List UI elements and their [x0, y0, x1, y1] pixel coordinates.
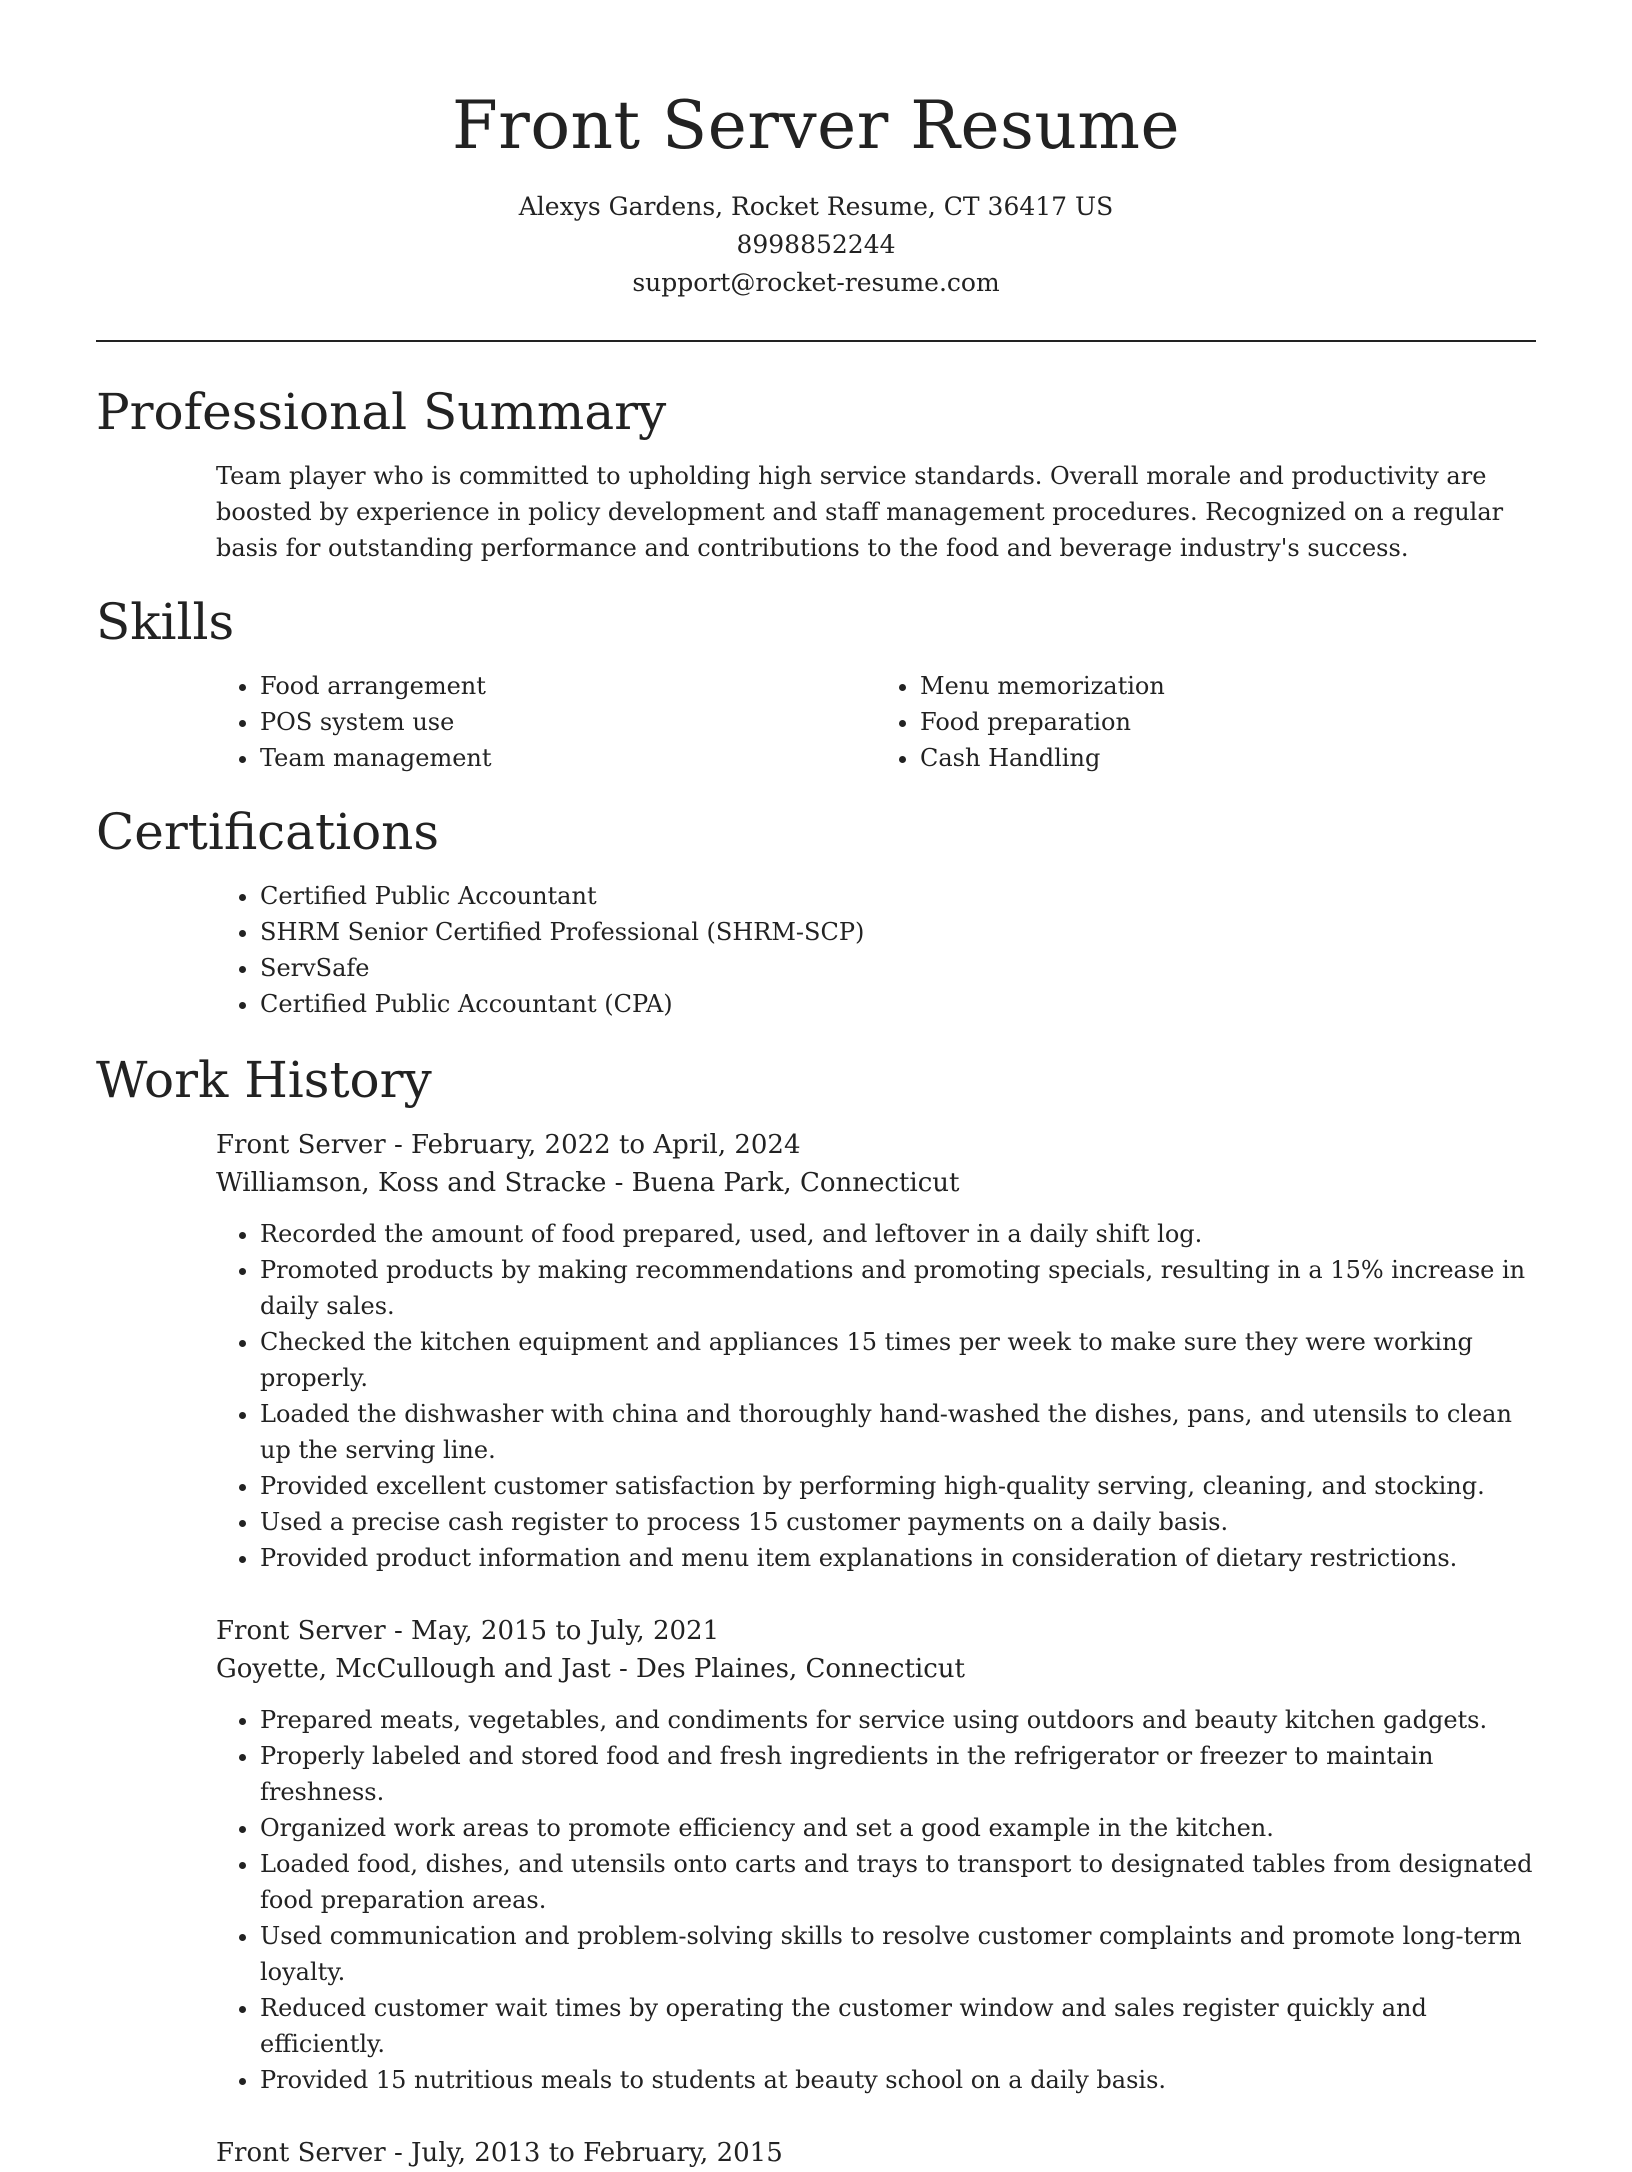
certifications-section: [96, 878, 1536, 1022]
work-history-section: [96, 1126, 1536, 2172]
job-duty: • Provided product information and menu item explanations in consideration of dietary restrictions.: [260, 1540, 1536, 1576]
job-duty: • Loaded the dishwasher with china and thoroughly hand-washed the dishes, pans, and utensils to clean up the serving line.: [260, 1396, 1536, 1468]
job-duty: • Prepared meats, vegetables, and condiments for service using outdoors and beauty kitchen gadgets.: [260, 1702, 1536, 1738]
job-duties-list: [216, 1216, 1536, 1576]
job-duties-list: [216, 1702, 1536, 2098]
company-name: Goyette, McCullough and Jast: [216, 1654, 611, 1684]
certification-item: • ServSafe: [260, 950, 1536, 986]
skill-item: • Menu memorization: [920, 668, 1536, 704]
work-history-heading: Work History: [96, 1051, 432, 1109]
job-duty: • Loaded food, dishes, and utensils onto carts and trays to transport to designated tables from designated food preparation areas.: [260, 1846, 1536, 1918]
job-duty: • Properly labeled and stored food and fresh ingredients in the refrigerator or freezer to maintain freshness.: [260, 1738, 1536, 1810]
skill-item: • Cash Handling: [920, 740, 1536, 776]
job-duty: • Organized work areas to promote efficiency and set a good example in the kitchen.: [260, 1810, 1536, 1846]
job-company-line: [216, 1650, 1536, 1688]
job-duty: • Used a precise cash register to process 15 customer payments on a daily basis.: [260, 1504, 1536, 1540]
resume-title: Front Server Resume: [451, 87, 1181, 164]
skills-list-right: [876, 668, 1536, 776]
company-name: Williamson, Koss and Stracke: [216, 1168, 607, 1198]
job-duty: • Reduced customer wait times by operating the customer window and sales register quickly and efficiently.: [260, 1990, 1536, 2062]
job-entry: [216, 1126, 1536, 1576]
skills-section: [96, 668, 1536, 776]
job-title-line: Front Server - July, 2013 to February, 2015: [216, 2138, 783, 2168]
certification-item: • Certified Public Accountant (CPA): [260, 986, 1536, 1022]
job-entry: [216, 1612, 1536, 2098]
skill-item: • Team management: [260, 740, 876, 776]
skill-item: • POS system use: [260, 704, 876, 740]
job-duty: • Provided excellent customer satisfaction by performing high-quality serving, cleaning, and stocking.: [260, 1468, 1536, 1504]
address: Alexys Gardens, Rocket Resume, CT 36417 US: [518, 192, 1114, 221]
skill-item: • Food preparation: [920, 704, 1536, 740]
job-location: - Buena Park, Connecticut: [606, 1168, 960, 1198]
summary-section: [96, 458, 1536, 566]
skill-item: • Food arrangement: [260, 668, 876, 704]
job-duty: • Checked the kitchen equipment and appliances 15 times per week to make sure they were working properly.: [260, 1324, 1536, 1396]
header-divider: [96, 340, 1536, 342]
resume-header: [96, 0, 1536, 302]
job-duty: • Promoted products by making recommendations and promoting specials, resulting in a 15% increase in daily sales.: [260, 1252, 1536, 1324]
job-title-line: Front Server - February, 2022 to April, 2024: [216, 1130, 801, 1160]
certification-item: • Certified Public Accountant: [260, 878, 1536, 914]
certifications-heading: Certifications: [96, 803, 440, 861]
job-duty: • Used communication and problem-solving skills to resolve customer complaints and promote long-term loyalty.: [260, 1918, 1536, 1990]
email: support@rocket-resume.com: [632, 268, 1000, 297]
skills-grid: [216, 668, 1536, 776]
certifications-list: [216, 878, 1536, 1022]
phone: 8998852244: [736, 230, 896, 259]
summary-text: Team player who is committed to upholding high service standards. Overall morale and productivity are boosted by experience in policy development and staff management procedures. Recognized on a regular basis for outstanding performance and contributions to the food and beverage industry's success.: [216, 462, 1504, 562]
job-duty: • Provided 15 nutritious meals to students at beauty school on a daily basis.: [260, 2062, 1536, 2098]
job-duty: • Recorded the amount of food prepared, used, and leftover in a daily shift log.: [260, 1216, 1536, 1252]
job-location: - Des Plaines, Connecticut: [610, 1654, 965, 1684]
job-title-line: Front Server - May, 2015 to July, 2021: [216, 1616, 720, 1646]
skills-list-left: [216, 668, 876, 776]
certification-item: • SHRM Senior Certified Professional (SHRM-SCP): [260, 914, 1536, 950]
skills-heading: Skills: [96, 593, 235, 651]
summary-heading: Professional Summary: [96, 383, 667, 441]
job-entry: [216, 2134, 1536, 2172]
job-company-line: [216, 1164, 1536, 1202]
